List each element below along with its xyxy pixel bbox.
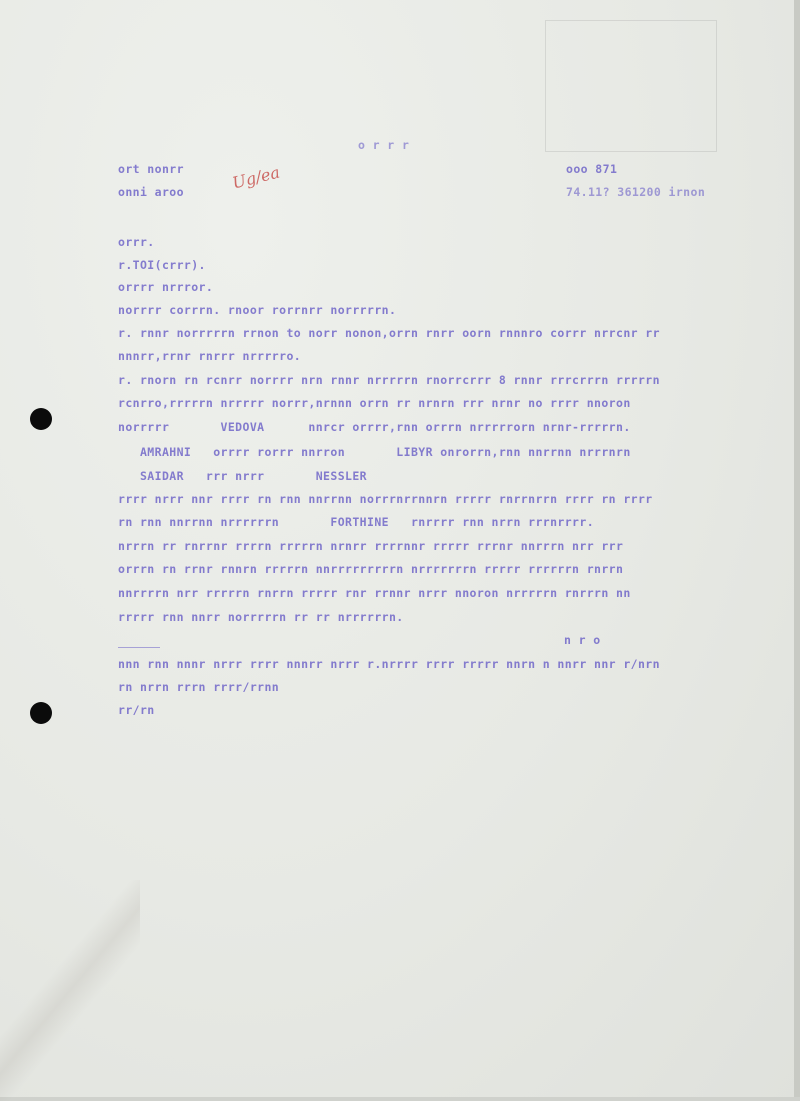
body-line: nrrrn rr rnrrnr rrrrn rrrrrn nrnrr rrrrnnr rrrrr rrrnr nnrrrn nrr rrr bbox=[118, 539, 624, 553]
body-line: AMRAHNI orrrr rorrr nnrron LIBYR onrorrn,rnn nnrrnn nrrrnrn bbox=[118, 445, 631, 459]
body-line: norrrrr VEDOVA nnrcr orrrr,rnn orrrn nrrrrrorn nrnr-rrrrrn. bbox=[118, 420, 631, 434]
body-line: r. rnorn rn rcnrr norrrr nrn rnnr nrrrrrn rnorrcrrr 8 rnnr rrrcrrrn rrrrrn bbox=[118, 373, 660, 387]
body-line: rn rnn nnrrnn nrrrrrrn FORTHINE rnrrrr rnn nrrn rrrnrrrr. bbox=[118, 515, 595, 529]
header-left-line-1: ort nonrr bbox=[118, 162, 184, 176]
paper-fold-crease bbox=[0, 880, 140, 1101]
punch-hole-bottom bbox=[30, 702, 52, 724]
body-line: orrrr nrrror. bbox=[118, 280, 214, 294]
body-line: rrrr nrrr nnr rrrr rn rnn nnrrnn norrrnrrnnrn rrrrr rnrrnrrn rrrr rn rrrr bbox=[118, 492, 653, 506]
header-date-line: 74.11? 361200 irnon bbox=[566, 185, 706, 199]
separator-dash bbox=[118, 647, 160, 648]
body-line: nnn rnn nnnr nrrr rrrr nnnrr nrrr r.nrrrr rrrr rrrrr nnrn n nnrr nnr r/nrn bbox=[118, 657, 660, 671]
body-line: nnnrr,rrnr rnrrr nrrrrro. bbox=[118, 349, 302, 363]
body-line: r.TOI(crrr). bbox=[118, 258, 206, 272]
header-reference-number: ooo 871 bbox=[566, 162, 618, 176]
body-line: rrrrr rnn nnrr norrrrrn rr rr nrrrrrrn. bbox=[118, 610, 404, 624]
header-left-line-2: onni aroo bbox=[118, 185, 184, 199]
page-edge-shadow bbox=[794, 0, 800, 1101]
punch-hole-top bbox=[30, 408, 52, 430]
body-line: SAIDAR rrr nrrr NESSLER bbox=[118, 469, 368, 483]
body-line: nnrrrrn nrr rrrrrn rnrrn rrrrr rnr rrnnr nrrr nnoron nrrrrrn rnrrrn nn bbox=[118, 586, 631, 600]
body-line: rr/rn bbox=[118, 703, 155, 717]
header-center-mark: o r r r bbox=[358, 138, 410, 152]
body-line: r. rnnr norrrrrn rrnon to norr nonon,orrn rnrr oorn rnnnro corrr nrrcnr rr bbox=[118, 326, 660, 340]
body-line: rcnrro,rrrrrn nrrrrr norrr,nrnnn orrn rr nrnrn rrr nrnr no rrrr nnoron bbox=[118, 396, 631, 410]
body-line-marker: n r o bbox=[564, 633, 601, 647]
body-line: orrrn rn rrnr rnnrn rrrrrn nnrrrrrrrrrn nrrrrrrrn rrrrr rrrrrrn rnrrn bbox=[118, 562, 624, 576]
body-line: norrrr corrrn. rnoor rorrnrr norrrrrn. bbox=[118, 303, 397, 317]
handwritten-note: Ug/ea bbox=[230, 162, 282, 193]
body-line: rn nrrn rrrn rrrr/rrnn bbox=[118, 680, 280, 694]
body-line: orrr. bbox=[118, 235, 155, 249]
bleed-through-stamp bbox=[545, 20, 717, 152]
